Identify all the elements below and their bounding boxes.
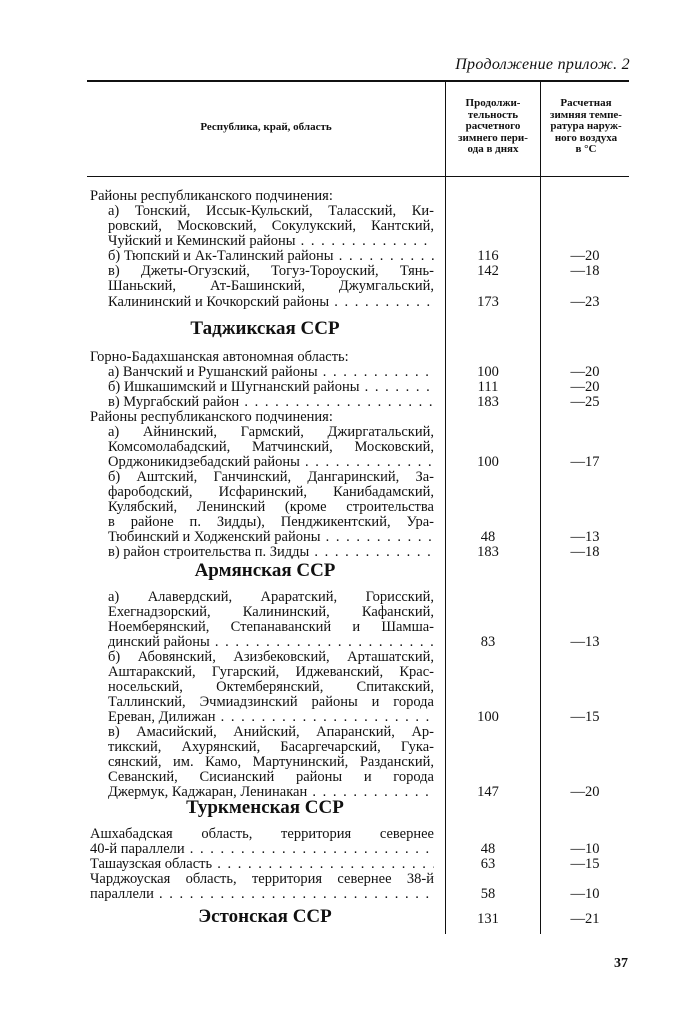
section-title: Эстонская ССР [198,906,332,927]
region-text: Таллинский, Эчмиадзинский районы и города [108,695,434,710]
table-row [90,755,630,770]
table-row [90,605,630,620]
header-duration-line: тельность [467,108,519,121]
region-text: б) Тюпский и Ак-Талинский районы . . . [108,249,434,264]
duration-value: 100 [477,454,499,470]
duration-value: 48 [480,529,496,545]
duration-value: 142 [477,263,499,279]
table-row [90,887,630,902]
region-text: а) Ванчский и Рушанский районы . . . [108,365,434,380]
header-duration-line: Продолжи- [465,97,521,109]
table-row [90,410,630,425]
temperature-value: —20 [570,784,600,800]
region-text: Кулябский, Ленинский (кроме строительства [108,500,434,515]
temperature-value: —10 [570,841,600,857]
duration-value: 147 [477,784,499,800]
table-row [90,234,630,249]
region-text: а) Тонский, Иссык-Кульский, Таласский, Ки- [108,204,434,219]
table-row [90,350,630,365]
header-region: Республика, край, область [200,121,332,133]
region-text: а) Алавердский, Араратский, Горисский, [108,590,434,605]
temperature-value: —18 [570,544,600,560]
table-top-rule [87,80,629,82]
table-row [90,635,630,650]
section-title: Таджикская ССР [190,318,340,339]
table-row [90,470,630,485]
duration-value: 183 [477,544,499,560]
region-text: Ташаузская область . . . [90,857,434,872]
region-text: в) район строительства п. Зидды . . . [108,545,434,560]
header-duration [447,98,539,156]
duration-value: 58 [480,886,496,902]
region-text: сянский, им. Камо, Мартунинский, Разданский, [108,755,434,770]
region-text: в районе п. Зидды), Пенджикентский, Ура- [108,515,434,530]
table-row [90,455,630,470]
table-row [90,842,630,857]
table-row [90,189,630,204]
table-row [90,264,630,279]
section-title: Туркменская ССР [186,797,344,818]
temperature-value: —15 [570,856,600,872]
duration-value: 48 [480,841,496,857]
table-row [90,740,630,755]
region-text: Чуйский и Кеминский районы . . . [108,234,434,249]
region-text: Орджоникидзебадский районы . . . [108,455,434,470]
duration-value: 173 [477,294,499,310]
region-text: динский районы . . . [108,635,434,650]
table-row [90,695,630,710]
region-text: 40-й параллели . . . [90,842,434,857]
region-text: Ехегнадзорский, Калининский, Кафанский, [108,605,434,620]
region-text: Чарджоуская область, территория севернее 38-й [90,872,434,887]
region-text: Комсомолабадский, Матчинский, Московский, [108,440,434,455]
region-text: Аштаракский, Гугарский, Иджеванский, Крас- [108,665,434,680]
region-text: Севанский, Сисианский районы и города [108,770,434,785]
region-text: Ноемберянский, Степанаванский и Шамша- [108,620,434,635]
duration-value: 100 [477,364,499,380]
table-row [90,725,630,740]
region-text: в) Джеты-Огузский, Тогуз-Тороуский, Тянь- [108,264,434,279]
table-row [90,857,630,872]
duration-value: 83 [480,634,496,650]
table-row [90,380,630,395]
region-text: в) Амасийский, Анийский, Апаранский, Ар- [108,725,434,740]
region-text: б) Абовянский, Азизбековский, Арташатский, [108,650,434,665]
region-text: б) Аштский, Ганчинский, Дангаринский, За- [108,470,434,485]
temperature-value: —20 [570,379,600,395]
table-row [90,485,630,500]
duration-value: 183 [477,394,499,410]
header-temperature-line: зимняя темпе- [550,108,622,121]
region-text: Тюбинский и Ходженский районы . . . [108,530,434,545]
region-text: фарободский, Исфаринский, Канибадамский, [108,485,434,500]
temperature-value: —23 [570,294,600,310]
table-row [90,545,630,560]
temperature-value: —17 [570,454,600,470]
region-text: Ереван, Дилижан . . . [108,710,434,725]
header-temperature-line: Расчетная [560,97,612,109]
table-row [90,770,630,785]
temperature-value: —25 [570,394,600,410]
region-text: Районы республиканского подчинения: [90,409,333,425]
duration-value: 100 [477,709,499,725]
page-number: 37 [614,956,628,971]
header-bottom-rule [87,176,629,177]
table-row [90,680,630,695]
table-row [90,500,630,515]
region-text: Районы республиканского подчинения: [90,188,333,204]
header-duration-line: расчетного [465,120,521,132]
header-temperature-line: ратура наруж- [550,120,622,132]
table-row [90,279,630,294]
table-row [90,515,630,530]
region-text: Шаньский, Ат-Башинский, Джумгальский, [108,279,434,294]
temperature-value: —10 [570,886,600,902]
temperature-value: —13 [570,529,600,545]
region-text: носельский, Октемберянский, Спитакский, [108,680,434,695]
running-head: Продолжение прилож. 2 [455,56,630,73]
region-text: Горно-Бадахшанская автономная область: [90,349,349,365]
region-text: Калининский и Кочкорский районы . . . [108,295,434,310]
region-text: тикский, Ахурянский, Басаргечарский, Гука- [108,740,434,755]
temperature-value: —20 [570,248,600,264]
section-title: Армянская ССР [194,560,336,581]
table-row [90,530,630,545]
table-row [90,620,630,635]
temperature-value: —20 [570,364,600,380]
table-row [90,249,630,264]
header-duration-line: зимнего пери- [458,131,528,144]
region-text: б) Ишкашимский и Шугнанский районы . . . [108,380,434,395]
table-row [90,365,630,380]
table-row [90,440,630,455]
duration-value: 63 [480,856,496,872]
table-row [90,785,630,800]
region-text: ровский, Московский, Сокулукский, Кантский, [108,219,434,234]
duration-value: 111 [477,379,499,395]
table-row [90,204,630,219]
header-temperature-line: в °С [575,143,597,155]
table-row [90,219,630,234]
temperature-value: —21 [570,911,600,927]
duration-value: 116 [477,248,499,264]
table-row [90,650,630,665]
temperature-value: —18 [570,263,600,279]
table-row [90,665,630,680]
table-row [90,425,630,440]
duration-value: 131 [477,911,499,927]
table-row [90,295,630,310]
region-text: а) Айнинский, Гармский, Джиргатальский, [108,425,434,440]
region-text: Ашхабадская область, территория севернее [90,827,434,842]
temperature-value: —15 [570,709,600,725]
header-temperature-line: ного воздуха [554,131,618,144]
table-row [90,912,630,927]
region-text: Джермук, Каджаран, Ленинакан . . . [108,785,434,800]
table-row [90,710,630,725]
header-temperature [542,98,630,156]
table-row [90,872,630,887]
temperature-value: —13 [570,634,600,650]
region-text: параллели . . . [90,887,434,902]
table-row [90,827,630,842]
header-duration-line: ода в днях [467,143,519,155]
table-row [90,395,630,410]
region-text: в) Мургабский район . . . [108,395,434,410]
table-row [90,590,630,605]
